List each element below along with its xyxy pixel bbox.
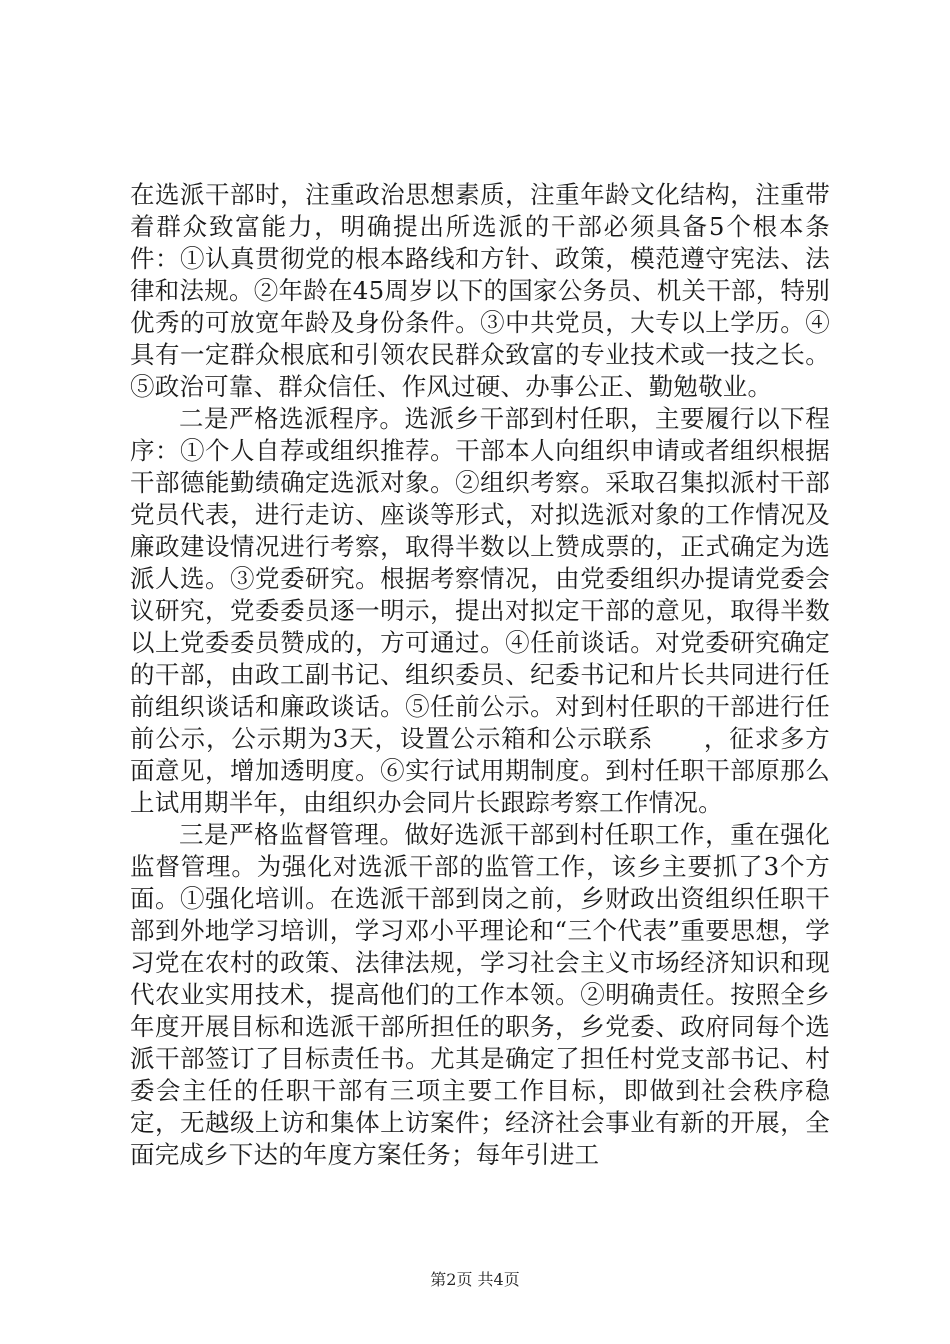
paragraph-2: 二是严格选派程序。选派乡干部到村任职，主要履行以下程序：①个人自荐或组织推荐。干部本人向组织申请或者组织根据干部德能勤绩确定选派对象。②组织考察。采取召集拟派村干部党员代表，进行走访、座谈等形式，对拟选派对象的工作情况及廉政建设情况进行考察，取得半数以上赞成票的，正式确定为选派人选。③党委研究。根据考察情况，由党委组织办提请党委会议研究，党委委员逐一明示，提出对拟定干部的意见，取得半数以上党委委员赞成的，方可通过。④任前谈话。对党委研究确定的干部，由政工副书记、组织委员、纪委书记和片长共同进行任前组织谈话和廉政谈话。⑤任前公示。对到村任职的干部进行任前公示，公示期为3天，设置公示箱和公示联系 ，征求多方面意见，增加透明度。⑥实行试用期制度。到村任职干部原那么上试用期半年，由组织办会同片长跟踪考察工作情况。 [130,404,830,817]
paragraph-1: 在选派干部时，注重政治思想素质，注重年龄文化结构，注重带着群众致富能力，明确提出所选派的干部必须具备5个根本条件：①认真贯彻党的根本路线和方针、政策，模范遵守宪法、法律和法规。②年龄在45周岁以下的国家公务员、机关干部，特别优秀的可放宽年龄及身份条件。③中共党员，大专以上学历。④具有一定群众根底和引领农民群众致富的专业技术或一技之长。⑤政治可靠、群众信任、作风过硬、办事公正、勤勉敬业。 [130,180,830,401]
body-text [130,179,830,1171]
page-number-footer: 第2页 共4页 [430,1270,520,1289]
paragraph-3: 三是严格监督管理。做好选派干部到村任职工作，重在强化监督管理。为强化对选派干部的监管工作，该乡主要抓了3个方面。①强化培训。在选派干部到岗之前，乡财政出资组织任职干部到外地学习培训，学习邓小平理论和“三个代表”重要思想，学习党在农村的政策、法律法规，学习社会主义市场经济知识和现代农业实用技术，提高他们的工作本领。②明确责任。按照全乡年度开展目标和选派干部所担任的职务，乡党委、政府同每个选派干部签订了目标责任书。尤其是确定了担任村党支部书记、村委会主任的任职干部有三项主要工作目标，即做到社会秩序稳定，无越级上访和集体上访案件；经济社会事业有新的开展，全面完成乡下达的年度方案任务；每年引进工 [130,820,830,1169]
